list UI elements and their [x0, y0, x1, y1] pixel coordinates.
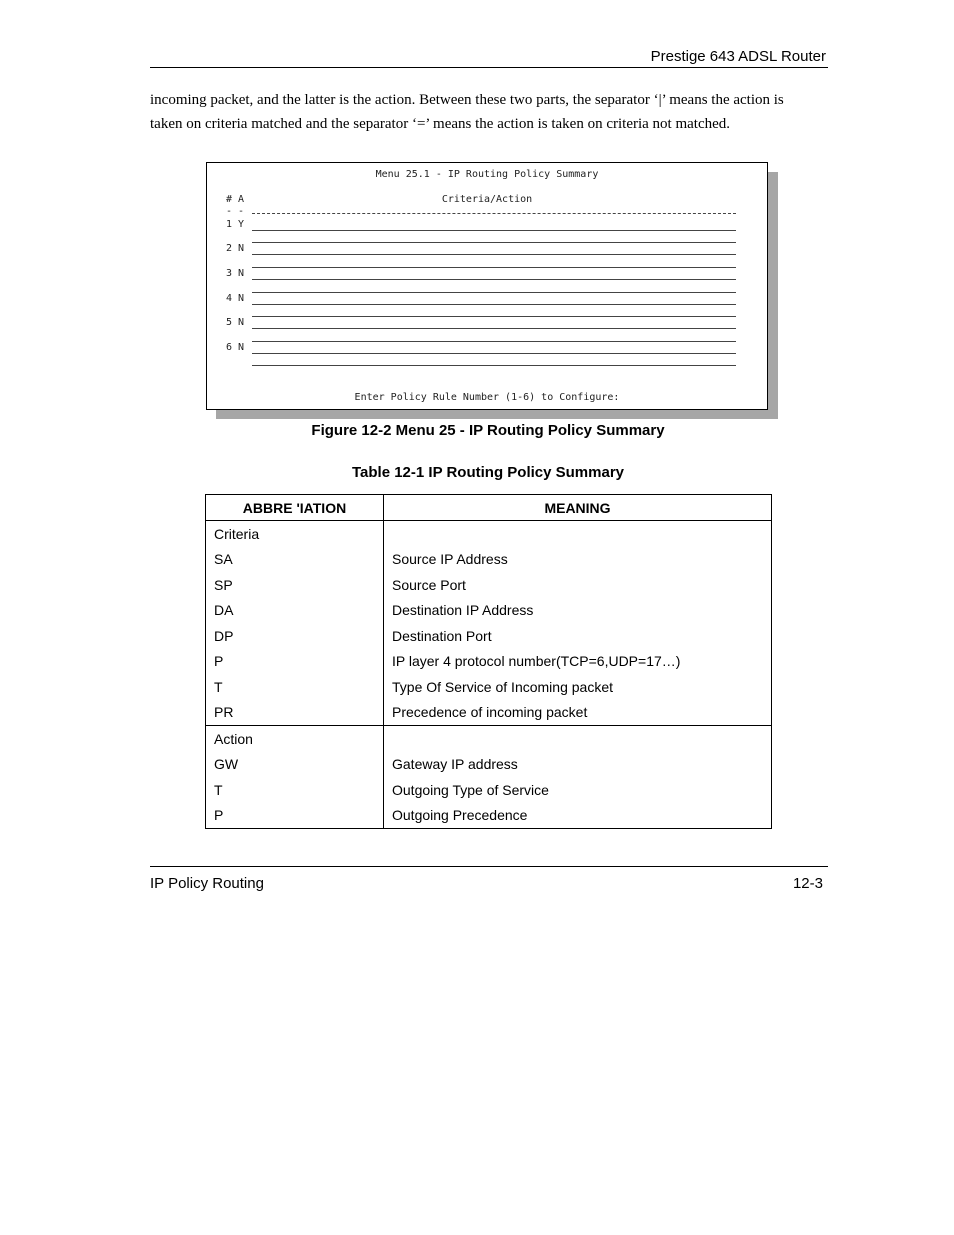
menu-prompt[interactable]: Enter Policy Rule Number (1-6) to Configure: [354, 392, 620, 403]
menu-row-line [252, 230, 736, 231]
menu-row-active[interactable]: Y [238, 219, 245, 230]
menu-row-number: 4 [226, 293, 233, 304]
menu-row-line [252, 242, 736, 243]
menu-row-number: 5 [226, 317, 233, 328]
menu-row-active[interactable]: N [238, 268, 245, 279]
menu-column-active: A [238, 194, 245, 205]
meaning-cell: IP layer 4 protocol number(TCP=6,UDP=17…) [384, 649, 772, 675]
body-paragraph [150, 88, 830, 136]
abbreviation-cell: SP [206, 572, 384, 598]
menu-row-line [252, 353, 736, 354]
meaning-cell: Outgoing Precedence [384, 803, 772, 829]
menu-row-number: 1 [226, 219, 233, 230]
menu-column-number: # [226, 194, 233, 205]
menu-row-line [252, 304, 736, 305]
menu-dash-line [252, 213, 736, 214]
table-cell [384, 521, 772, 547]
menu-row-line [252, 292, 736, 293]
menu-column-criteria: Criteria/Action [441, 194, 533, 205]
menu-row-line [252, 328, 736, 329]
menu-screen [206, 162, 768, 410]
meaning-cell: Gateway IP address [384, 752, 772, 778]
abbreviation-cell: T [206, 777, 384, 803]
table-cell [384, 726, 772, 752]
menu-row-active[interactable]: N [238, 293, 245, 304]
menu-row-number: 2 [226, 243, 233, 254]
table-caption: Table 12-1 IP Routing Policy Summary [351, 464, 625, 481]
header-abbreviation: ABBRE 'IATION [206, 495, 384, 521]
body-line-1: incoming packet, and the latter is the action. Between these two parts, the separator ‘|’ means the action is [150, 92, 784, 108]
abbreviation-cell: DP [206, 623, 384, 649]
figure-caption: Figure 12-2 Menu 25 - IP Routing Policy Summary [311, 422, 665, 439]
abbreviation-cell: DA [206, 598, 384, 624]
meaning-cell: Destination Port [384, 623, 772, 649]
table-row [206, 700, 772, 726]
abbreviation-cell: PR [206, 700, 384, 726]
table-row [206, 598, 772, 624]
menu-row-line [252, 341, 736, 342]
footer-section-title: IP Policy Routing [150, 875, 264, 892]
table-row [206, 649, 772, 675]
menu-row-active[interactable]: N [238, 243, 245, 254]
menu-row-number: 6 [226, 342, 233, 353]
meaning-cell: Outgoing Type of Service [384, 777, 772, 803]
menu-title: Menu 25.1 - IP Routing Policy Summary [375, 169, 599, 180]
table-row [206, 674, 772, 700]
abbreviation-cell: P [206, 649, 384, 675]
table-row [206, 726, 772, 752]
menu-row-number: 3 [226, 268, 233, 279]
table-row [206, 752, 772, 778]
abbreviation-cell: T [206, 674, 384, 700]
meaning-cell: Precedence of incoming packet [384, 700, 772, 726]
footer-rule [150, 866, 828, 867]
menu-row-line [252, 254, 736, 255]
table-row [206, 803, 772, 829]
table-row [206, 547, 772, 573]
table-row [206, 623, 772, 649]
menu-row-line [252, 279, 736, 280]
meaning-cell: Source Port [384, 572, 772, 598]
menu-row-line [252, 267, 736, 268]
table-row [206, 777, 772, 803]
group-label: Criteria [206, 521, 384, 547]
abbreviation-cell: GW [206, 752, 384, 778]
meaning-cell: Destination IP Address [384, 598, 772, 624]
menu-row-active[interactable]: N [238, 317, 245, 328]
table-header-row [206, 495, 772, 521]
table-row [206, 572, 772, 598]
meaning-cell: Type Of Service of Incoming packet [384, 674, 772, 700]
page-header-title: Prestige 643 ADSL Router [650, 48, 826, 65]
menu-row-line [252, 365, 736, 366]
header-meaning: MEANING [384, 495, 772, 521]
meaning-cell: Source IP Address [384, 547, 772, 573]
routing-summary-table [205, 494, 772, 829]
menu-dash-prefix: - - [226, 206, 245, 217]
footer-page-number: 12-3 [792, 875, 823, 892]
table-row [206, 521, 772, 547]
header-rule [150, 67, 828, 68]
body-line-2: taken on criteria matched and the separator ‘=’ means the action is taken on criteria not matched. [150, 116, 731, 132]
abbreviation-cell: P [206, 803, 384, 829]
abbreviation-cell: SA [206, 547, 384, 573]
menu-row-active[interactable]: N [238, 342, 245, 353]
group-label: Action [206, 726, 384, 752]
menu-row-line [252, 316, 736, 317]
